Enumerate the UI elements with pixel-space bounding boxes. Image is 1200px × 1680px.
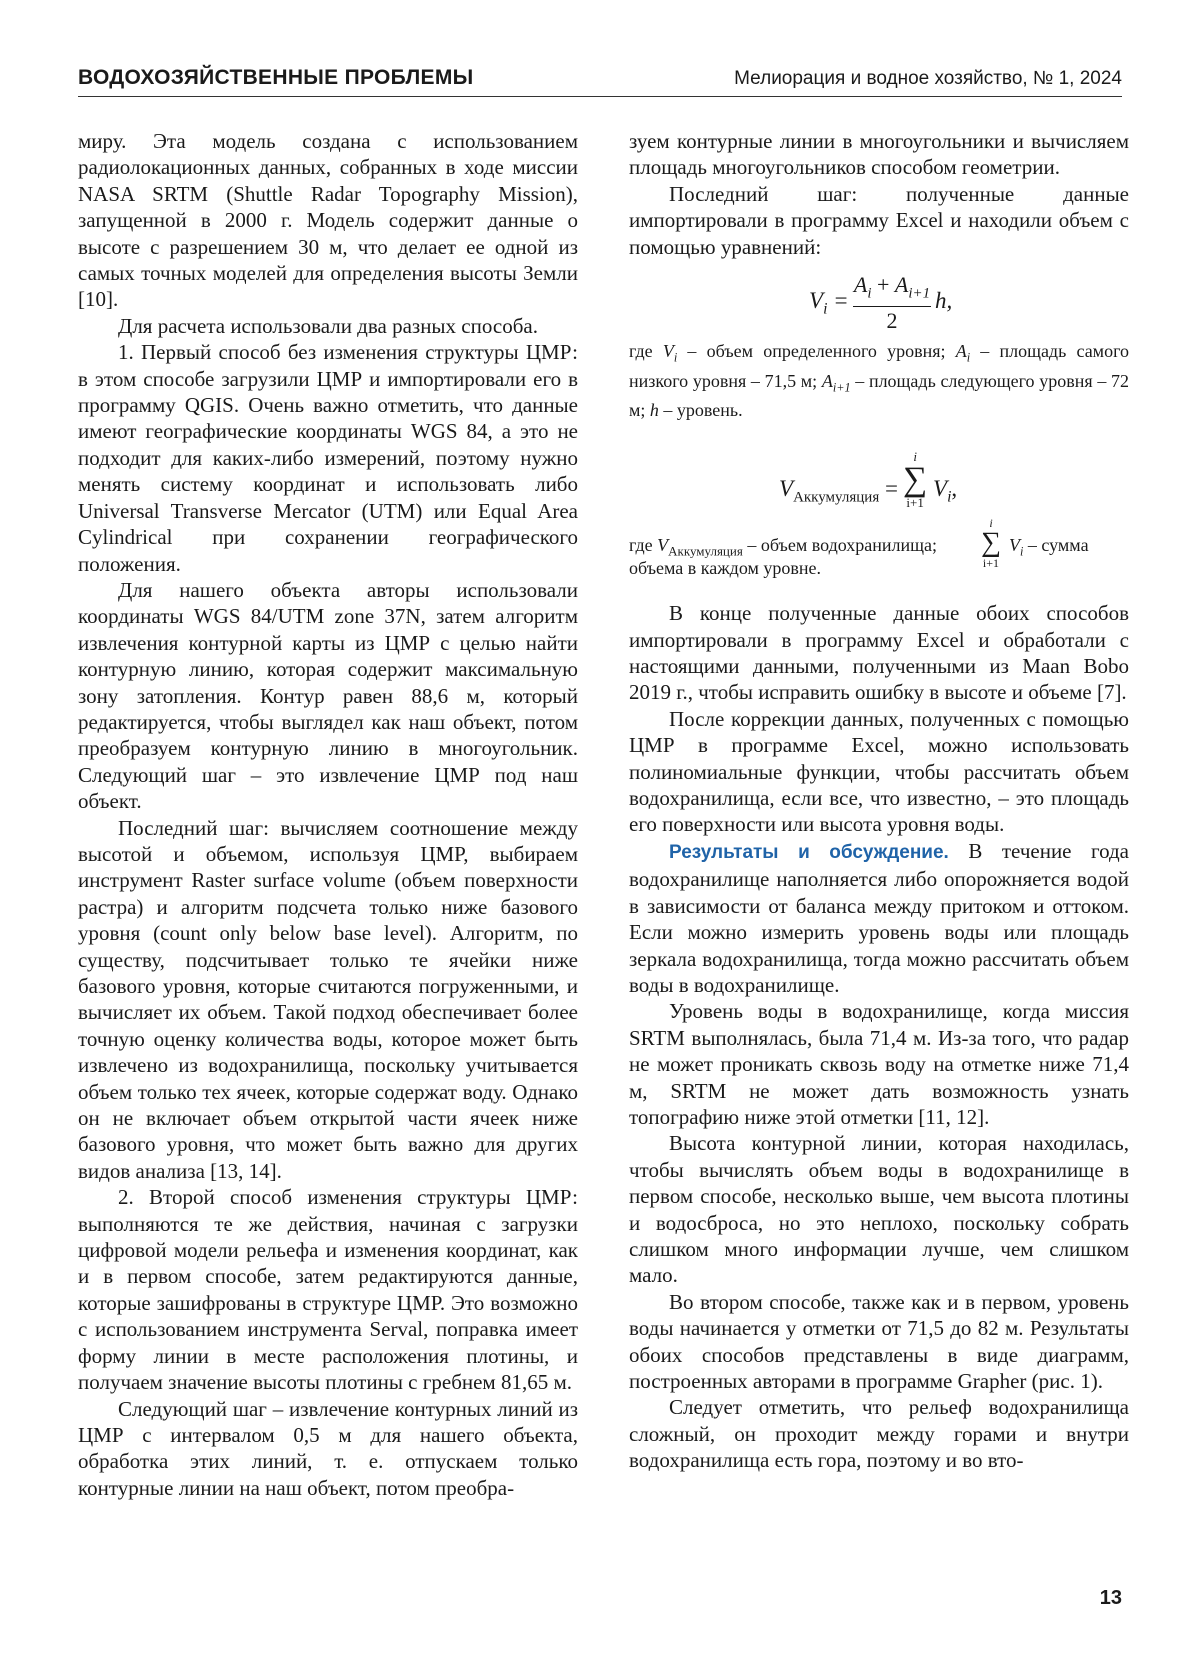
formula-lhs: $V_{Аккумуляция}$ =	[779, 476, 898, 506]
paragraph: Во втором способе, также как и в первом, уровень воды начинается у отметки от 71,5 до 82 м. Результаты обоих способов представлены в виде диаграмм, построенных авторами в программе Grapher (рис. 1).	[629, 1289, 1129, 1393]
paragraph: 1. Первый способ без изменения структуры ЦМР: в этом способе загрузили ЦМР и импортировали его в программу QGIS. Очень важно отметить, что данные имеют географические координаты WGS 84, а это не подходит для каких-либо измерений, поэтому нужно менять систему координат и использовать либо Universal Transverse Mercator (UTM) или Equal Area Cylindrical при сохранении географического положения.	[78, 340, 578, 576]
right-column	[629, 128, 1129, 1474]
accumulation-formula	[629, 450, 1129, 528]
formula-rhs: $V_i$,	[933, 476, 958, 506]
paragraph: После коррекции данных, полученных с помощью ЦМР в программе Excel, можно использовать полиномиальные функции, чтобы рассчитать объем водохранилища, если все, что известно, – это площадь его поверхности или высота уровня воды.	[629, 706, 1129, 837]
paragraph: Следует отметить, что рельеф водохранилища сложный, он проходит между горами и внутри водохранилища есть гора, поэтому и во вто-	[629, 1395, 1129, 1473]
paragraph: Последний шаг: вычисляем соотношение между высотой и объемом, используя ЦМР, выбираем инструмент Raster surface volume (объем поверхности растра) и алгоритм подсчета только ниже базового уровня (count only below base level). Алгоритм, по существу, подсчитывает только те ячейки ниже базового уровня, которые считаются погруженными, и вычисляет их объем. Такой подход обеспечивает более точную оценку количества воды, которое может быть извлечено из водохранилища, поскольку учитывается объем только тех ячеек, которые содержат воду. Однако он не включает объем открытой части ячеек ниже базового уровня, что может быть важно для других видов анализа [13, 14].	[78, 815, 578, 1183]
accumulation-legend: где $V_{Аккумуляция}$ – объем водохранилища; i ∑ i+1 $V_i$ – сумма объема в каждом уровне.	[629, 516, 1089, 579]
paragraph: Следующий шаг – извлечение контурных линий из ЦМР с интервалом 0,5 м для нашего объекта, обработка этих линий, т. е. отпускаем только контурные линии на наш объект, потом преобра-	[78, 1396, 578, 1500]
paragraph: Последний шаг: полученные данные импортировали в программу Excel и находили объем с помощью уравнений:	[629, 181, 1129, 259]
paragraph: Для нашего объекта авторы использовали координаты WGS 84/UTM zone 37N, затем алгоритм извлечения контурной карты из ЦМР с целью найти контурную линию, которая содержит максимальную зону затопления. Контур равен 88,6 м, который редактируется, чтобы выглядел как наш объект, потом преобразуем контурную линию в многоугольник. Следующий шаг – это извлечение ЦМР под наш объект.	[78, 577, 578, 814]
sum-symbol: i ∑ i+1	[981, 516, 1001, 571]
paragraph: Для расчета использовали два разных способа.	[118, 313, 538, 338]
section-title: ВОДОХОЗЯЙСТВЕННЫЕ ПРОБЛЕМЫ	[78, 66, 474, 89]
paragraph: Высота контурной линии, которая находилась, чтобы вычислять объем воды в водохранилище в первом способе, несколько выше, чем высота плотины и водосброса, но это неплохо, поскольку собрать слишком много информации лучше, чем слишком мало.	[629, 1131, 1129, 1288]
formula-legend: где $V_i$ – объем определенного уровня; $A_i$ – площадь самого низкого уровня – 71,5 м; $A_{i+1}$ – площадь следующего уровня – 72 м; h – уровень.	[629, 341, 1130, 421]
volume-formula	[629, 268, 1129, 340]
formula-tail: h,	[935, 288, 953, 314]
left-column	[78, 128, 578, 1501]
paragraph: Результаты и обсуждение. В течение года водохранилище наполняется либо опорожняется водой в зависимости от баланса между притоком и оттоком. Если можно измерить уровень воды или площадь зеркала водохранилища, тогда можно рассчитать объем воды в водохранилище.	[629, 838, 1129, 997]
paragraph: 2. Второй способ изменения структуры ЦМР: выполняются те же действия, начиная с загрузки цифровой модели рельефа и изменения координат, как и в первом способе, затем редактируются данные, которые зашифрованы в структуре ЦМР. Это возможно с использованием инструмента Serval, поправка имеет форму линии в месте расположения плотины, и получаем значение высоты плотины с гребнем 81,65 м.	[78, 1185, 578, 1395]
paragraph: Уровень воды в водохранилище, когда миссия SRTM выполнялась, была 71,4 м. Из-за того, что радар не может проникать сквозь воду на отметке ниже 71,4 м, SRTM не может дать возможность узнать топографию ниже этой отметки [11, 12].	[629, 999, 1129, 1129]
running-header	[78, 60, 1122, 97]
journal-info: Мелиорация и водное хозяйство, № 1, 2024	[734, 68, 1122, 89]
formula-lhs: $V_i$ =	[809, 288, 849, 318]
section-heading: Результаты и обсуждение.	[669, 841, 949, 863]
fraction-numerator: $A_i + A_{i+1}$	[853, 272, 931, 302]
page-number: 13	[1099, 1587, 1122, 1609]
fraction-denominator: 2	[886, 308, 898, 334]
paragraph: зуем контурные линии в многоугольники и вычисляем площадь многоугольников способом геометрии.	[629, 129, 1129, 180]
paragraph: миру. Эта модель создана с использованием радиолокационных данных, собранных в ходе миссии NASA SRTM (Shuttle Radar Topography Mission), запущенной в 2000 г. Модель содержит данные о высоте с разрешением 30 м, что делает ее одной из самых точных моделей для определения высоты Земли [10].	[78, 129, 578, 312]
sum-symbol: i ∑ i+1	[903, 449, 928, 511]
formula-fraction	[851, 272, 933, 335]
paragraph: В конце полученные данные обоих способов импортировали в программу Excel и обработали с настоящими данными, полученными из Maan Bobo 2019 г., чтобы исправить ошибку в высоте и объеме [7].	[629, 601, 1129, 705]
